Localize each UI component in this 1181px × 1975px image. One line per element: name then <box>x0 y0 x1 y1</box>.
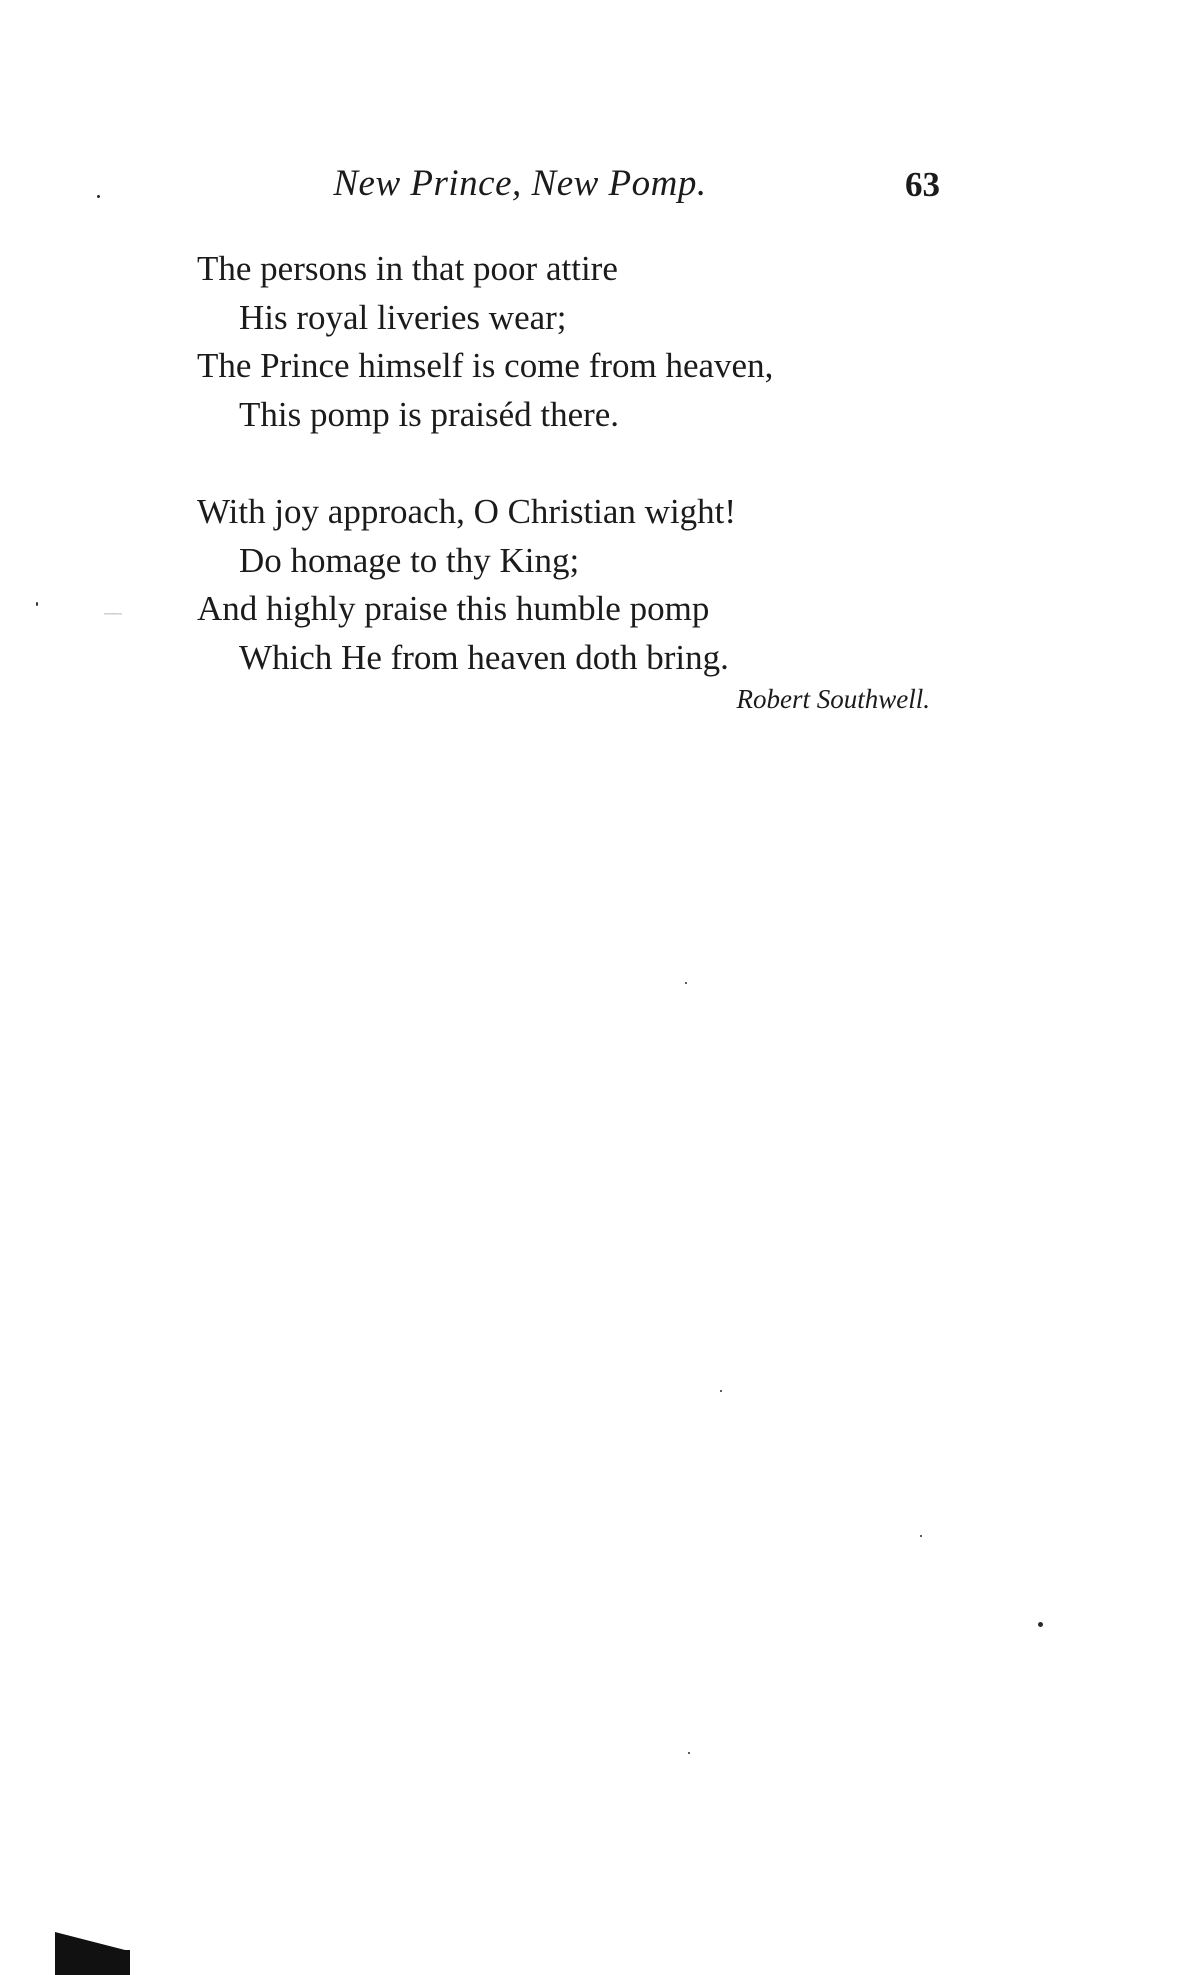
poem-line: Do homage to thy King; <box>239 540 580 580</box>
poem-line: His royal liveries wear; <box>239 297 567 337</box>
poem-stanza-1 <box>197 245 773 439</box>
poem-line: This pomp is praiséd there. <box>239 394 620 434</box>
poem-stanza-2 <box>197 488 736 682</box>
running-title: New Prince, New Pomp. <box>333 163 707 204</box>
book-page: New Prince, New Pomp. 63 The persons in that poor attire His royal liveries wear; The Prince himself is come from heaven, This pomp is praiséd there. With joy approach, O Christian wight! Do homage to thy King; And highly praise this humble pomp Which He from heaven doth bring. Robert Southwell. ̶ ̶ <box>0 0 1181 1975</box>
poem-line: Which He from heaven doth bring. <box>239 637 729 677</box>
poem-line: The Prince himself is come from heaven, <box>197 346 774 385</box>
poem-line: And highly praise this humble pomp <box>197 589 710 628</box>
poem-line: The persons in that poor attire <box>197 249 618 288</box>
page-number: 63 <box>905 165 940 204</box>
poem-line: With joy approach, O Christian wight! <box>197 492 737 531</box>
poem-attribution: Robert Southwell. <box>736 684 930 714</box>
